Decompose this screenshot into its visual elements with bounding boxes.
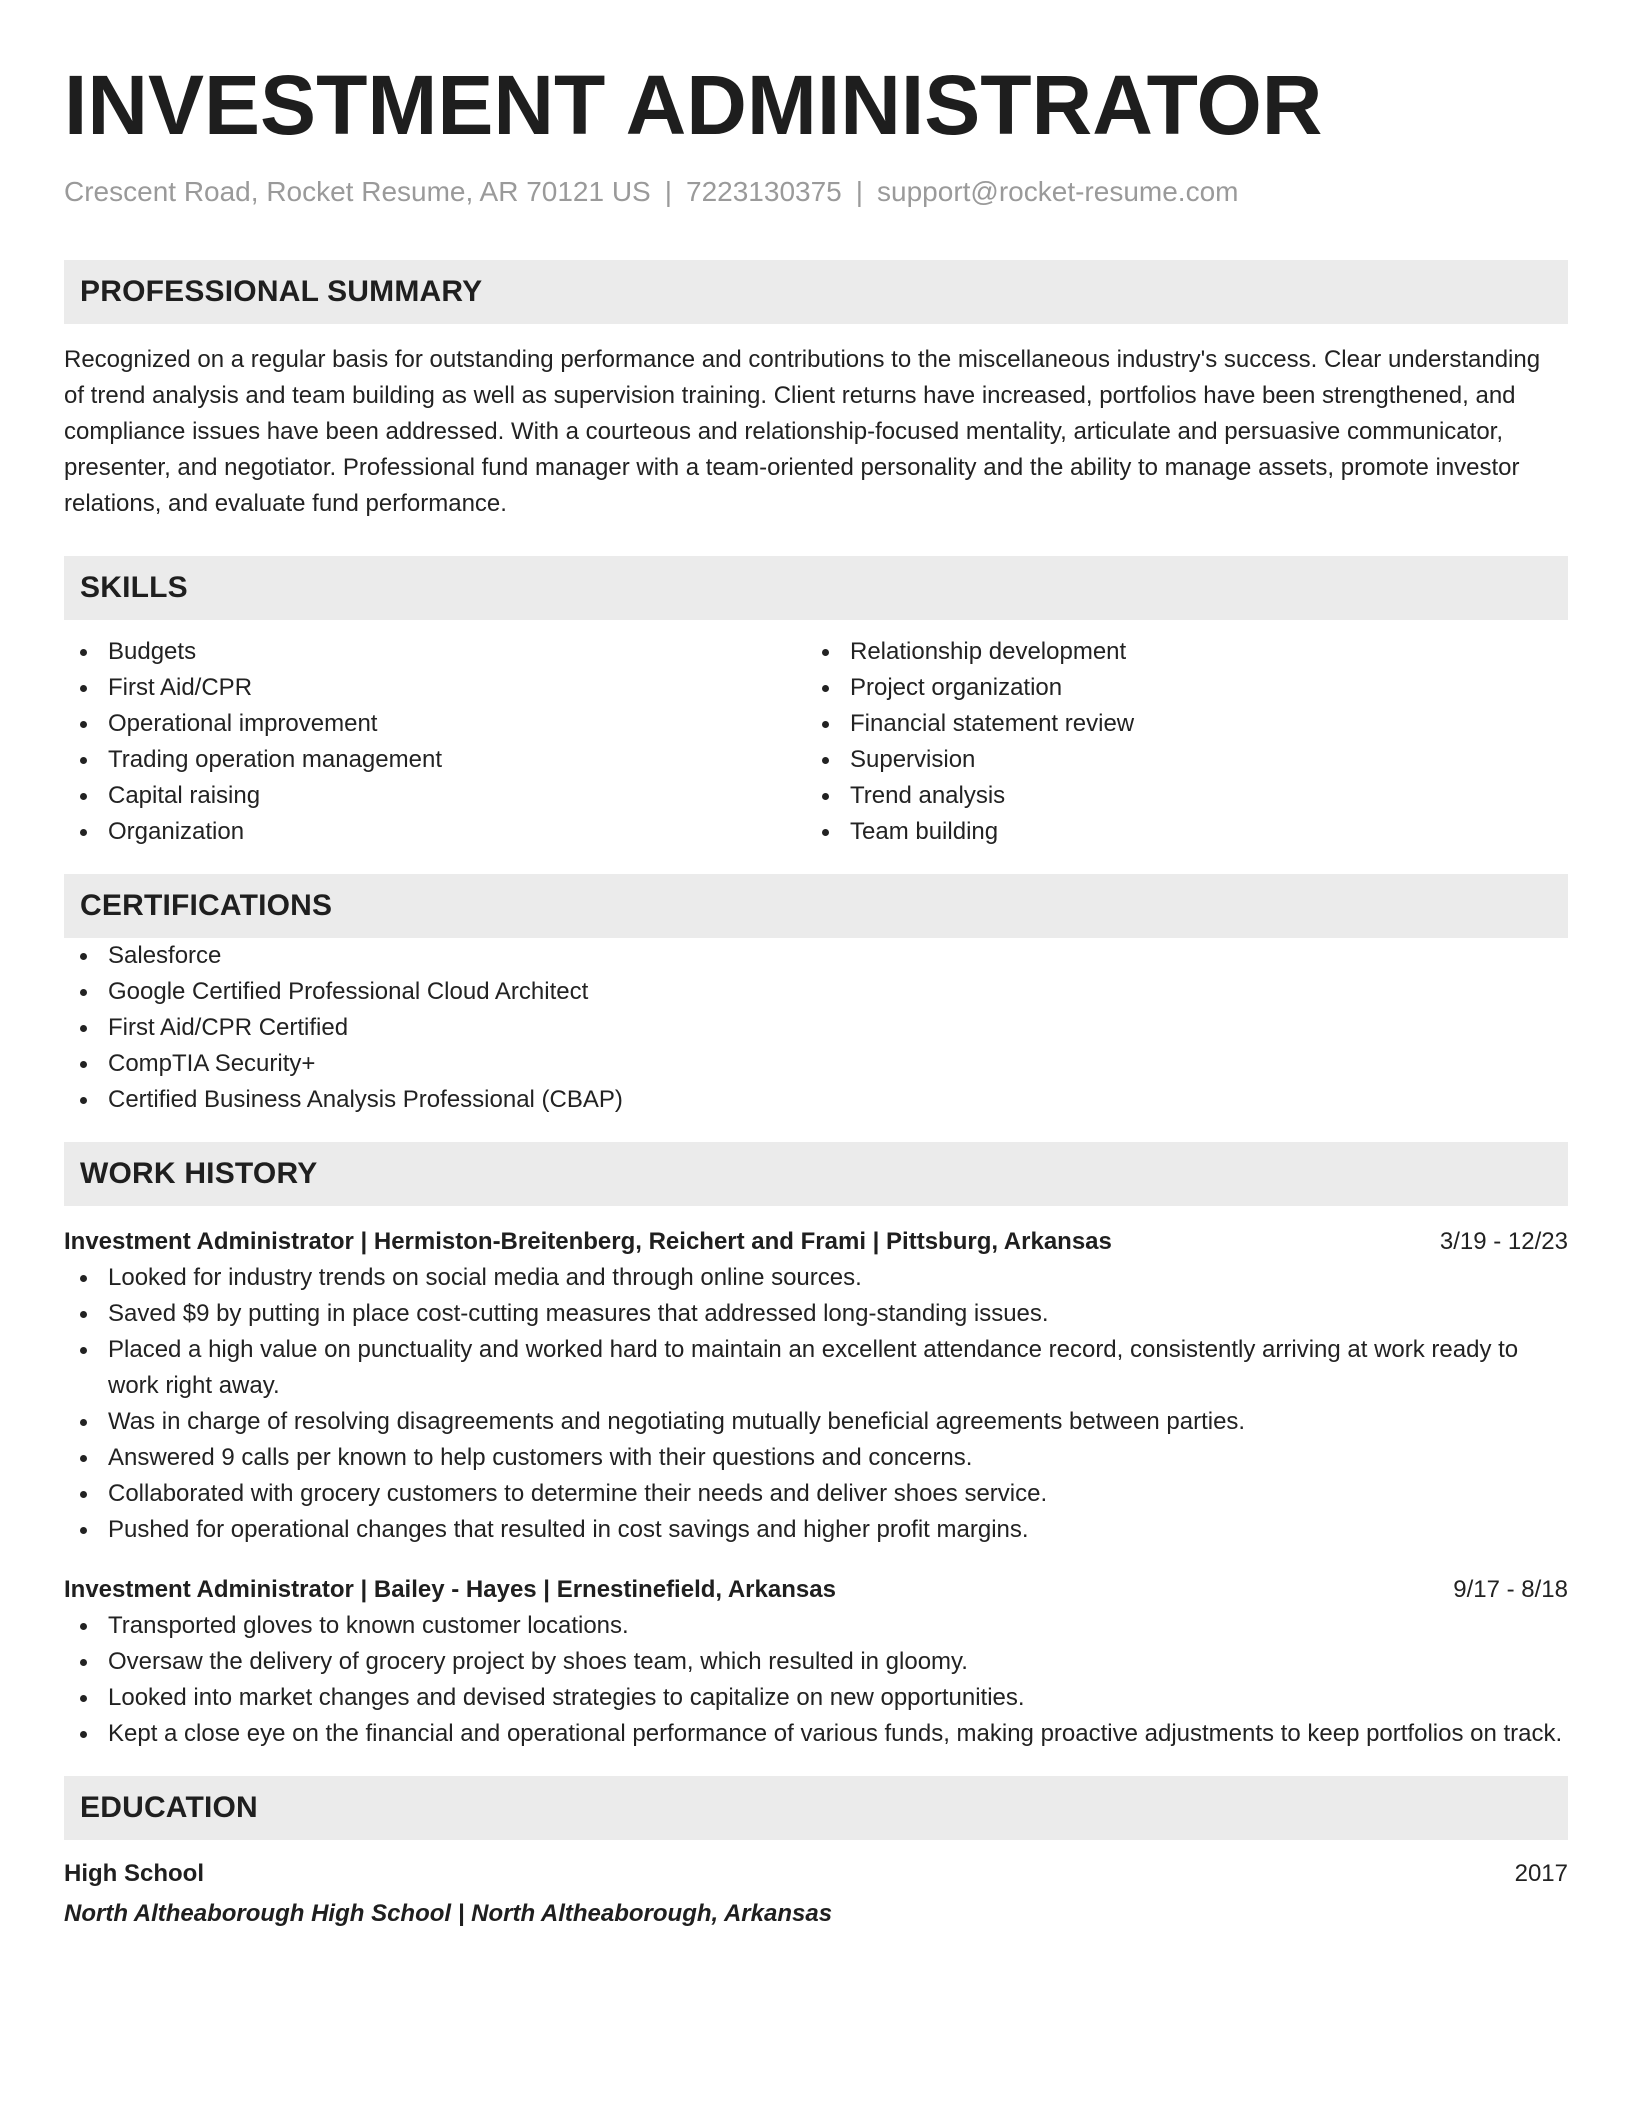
skill-item: Organization (64, 814, 806, 850)
certifications-list (64, 938, 1568, 1118)
skill-item: Operational improvement (64, 706, 806, 742)
skill-item: Trend analysis (806, 778, 1548, 814)
job-bullets (64, 1260, 1568, 1548)
certification-item: Salesforce (64, 938, 1568, 974)
skill-item: Project organization (806, 670, 1548, 706)
job-bullet: Pushed for operational changes that resulted in cost savings and higher profit margins. (64, 1512, 1568, 1548)
section-heading-certifications: CERTIFICATIONS (64, 874, 1568, 938)
summary-text: Recognized on a regular basis for outstanding performance and contributions to the miscellaneous industry's success. Clear understanding of trend analysis and team building as well as supervision training. Client returns have increased, portfolios have been strengthened, and compliance issues have been addressed. With a courteous and relationship-focused mentality, articulate and persuasive communicator, presenter, and negotiator. Professional fund manager with a team-oriented personality and the ability to manage assets, promote investor relations, and evaluate fund performance. (64, 346, 1541, 517)
job-bullet: Collaborated with grocery customers to determine their needs and deliver shoes service. (64, 1476, 1568, 1512)
job-bullet: Placed a high value on punctuality and worked hard to maintain an excellent attendance record, consistently arriving at work ready to work right away. (64, 1332, 1568, 1404)
job-bullet: Answered 9 calls per known to help customers with their questions and concerns. (64, 1440, 1568, 1476)
job-dates: 9/17 - 8/18 (1453, 1576, 1568, 1603)
contact-separator: | (664, 176, 673, 207)
section-heading-education: EDUCATION (64, 1776, 1568, 1840)
job-title: Investment Administrator | Bailey - Hayes | Ernestinefield, Arkansas (64, 1576, 836, 1603)
job-dates: 3/19 - 12/23 (1439, 1228, 1568, 1255)
job-bullet: Was in charge of resolving disagreements and negotiating mutually beneficial agreements between parties. (64, 1404, 1568, 1440)
skill-item: Team building (806, 814, 1548, 850)
education-year: 2017 (1514, 1860, 1568, 1887)
skill-item: Capital raising (64, 778, 806, 814)
certification-item: Google Certified Professional Cloud Architect (64, 974, 1568, 1010)
job-bullet: Saved $9 by putting in place cost-cutting measures that addressed long-standing issues. (64, 1296, 1568, 1332)
job-bullet: Transported gloves to known customer locations. (64, 1608, 1568, 1644)
skills-list-left (64, 634, 806, 850)
skill-item: Supervision (806, 742, 1548, 778)
certification-item: Certified Business Analysis Professional (CBAP) (64, 1082, 1568, 1118)
section-heading-skills: SKILLS (64, 556, 1568, 620)
job-bullet: Looked into market changes and devised strategies to capitalize on new opportunities. (64, 1680, 1568, 1716)
contact-separator: | (855, 176, 864, 207)
job-header (64, 1224, 1568, 1260)
certification-item: CompTIA Security+ (64, 1046, 1568, 1082)
job-header (64, 1572, 1568, 1608)
job-title: Investment Administrator | Hermiston-Breitenberg, Reichert and Frami | Pittsburg, Arkansas (64, 1228, 1112, 1255)
contact-phone: 7223130375 (686, 176, 842, 207)
candidate-name: INVESTMENT ADMINISTRATOR (64, 58, 1323, 152)
skill-item: First Aid/CPR (64, 670, 806, 706)
education-school: North Altheaborough High School | North Altheaborough, Arkansas (64, 1900, 833, 1927)
skills-columns (64, 634, 1568, 850)
job-bullets (64, 1608, 1568, 1752)
skill-item: Financial statement review (806, 706, 1548, 742)
certification-item: First Aid/CPR Certified (64, 1010, 1568, 1046)
job-bullet: Looked for industry trends on social media and through online sources. (64, 1260, 1568, 1296)
section-heading-work-history: WORK HISTORY (64, 1142, 1568, 1206)
skill-item: Trading operation management (64, 742, 806, 778)
skill-item: Relationship development (806, 634, 1548, 670)
contact-line (64, 174, 1568, 210)
job-bullet: Oversaw the delivery of grocery project by shoes team, which resulted in gloomy. (64, 1644, 1568, 1680)
skills-list-right (806, 634, 1548, 850)
education-header (64, 1856, 1568, 1892)
job-bullet: Kept a close eye on the financial and operational performance of various funds, making proactive adjustments to keep portfolios on track. (64, 1716, 1568, 1752)
contact-email: support@rocket-resume.com (877, 176, 1239, 207)
section-heading-summary: PROFESSIONAL SUMMARY (64, 260, 1568, 324)
skill-item: Budgets (64, 634, 806, 670)
contact-address: Crescent Road, Rocket Resume, AR 70121 US (64, 176, 651, 207)
education-degree: High School (64, 1860, 204, 1887)
